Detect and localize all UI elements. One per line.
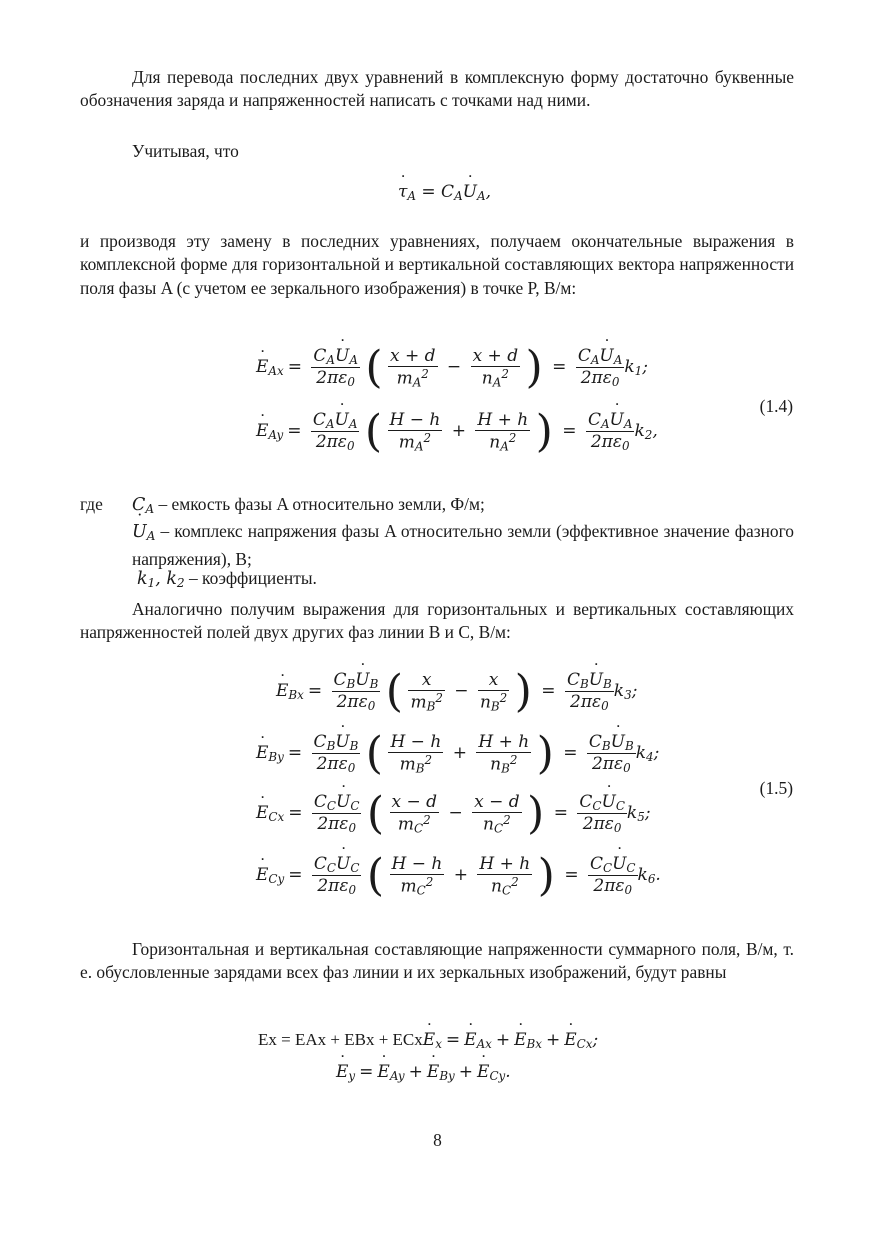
equation-Ex-sum: Ex = EAx + EBx + ECx˙ $E_x$ =˙ $E_{Ax}$ +˙ $E_{Bx}$ +˙ $E_{Cx}$; [258, 1030, 598, 1051]
page-number: 8 [433, 1130, 442, 1150]
paragraph-total-field: Горизонтальная и вертикальная составляющие напряженности суммарного поля, В/м, т. е. обусловленные зарядами всех фаз линии и их зеркальных изображений, будут равны [80, 939, 794, 983]
equation-ECx: ˙ $E_{Cx}$ = $\frac{C_C˙ U_C}{2\pi\varepsilon_0}$ ( $\frac{x - d}{m_C^2}$ − $\frac{x - d}{n_C^2}$ ) = $\frac{C_C˙ U_C}{2\pi\varepsilon_0}$ $k_5$; [256, 792, 651, 835]
paragraph-considering: Учитывая, что [132, 141, 239, 161]
definition-c-a: $C_A$ – емкость фазы A относительно земли, Ф/м; [132, 494, 485, 517]
equation-EBx: ˙ $E_{Bx}$ = $\frac{C_B˙ U_B}{2\pi\varepsilon_0}$ ( $\frac{x}{m_B^2}$ − $\frac{x}{n_B^2}$ ) = $\frac{C_B˙ U_B}{2\pi\varepsilon_0}$ $k_3$; [276, 670, 637, 713]
definition-c-a-text: – емкость фазы A относительно земли, Ф/м; [158, 494, 485, 514]
paragraph-analogous: Аналогично получим выражения для горизонтальных и вертикальных составляющих напряженностей полей двух других фаз линии B и C, В/м: [80, 599, 794, 643]
equation-Ey-sum: ˙ $E_y$ =˙ $E_{Ay}$ +˙ $E_{By}$ +˙ $E_{Cy}$. [336, 1062, 511, 1083]
definition-u-a: ˙ $U_A$ – комплекс напряжения фазы A относительно земли (эффективное значение фазного напряжения), В; [132, 520, 794, 572]
equation-number-1-5: (1.5) [759, 778, 793, 798]
definition-k-text: – коэффициенты. [188, 568, 317, 588]
equation-number-1-4: (1.4) [759, 396, 793, 416]
equation-EBy: ˙ $E_{By}$ = $\frac{C_B˙ U_B}{2\pi\varepsilon_0}$ ( $\frac{H - h}{m_B^2}$ + $\frac{H + h}{n_B^2}$ ) = $\frac{C_B˙ U_B}{2\pi\varepsilon_0}$ $k_4$; [256, 732, 659, 775]
equation-Ex-prefix: Ex = EAx + EBx + ECx [258, 1030, 423, 1049]
equation-EAx: ˙ $E_{Ax}$ = $\frac{C_A˙ U_A}{2\pi\varepsilon_0}$ ( $\frac{x + d}{m_A^2}$ − $\frac{x + d}{n_A^2}$ ) = $\frac{C_A˙ U_A}{2\pi\varepsilon_0}$ $k_1$; [256, 346, 648, 389]
definition-k: $k_1$, $k_2$ – коэффициенты. [137, 568, 317, 591]
equation-tau: ˙ $\tau_A$ = $C_A˙$ $U_A$, [398, 182, 491, 203]
equation-EAy: ˙ $E_{Ay}$ = $\frac{C_A˙ U_A}{2\pi\varepsilon_0}$ ( $\frac{H - h}{m_A^2}$ + $\frac{H + h}{n_A^2}$ ) = $\frac{C_A˙ U_A}{2\pi\varepsilon_0}$ $k_2$, [256, 410, 658, 453]
equation-ECy: ˙ $E_{Cy}$ = $\frac{C_C˙ U_C}{2\pi\varepsilon_0}$ ( $\frac{H - h}{m_C^2}$ + $\frac{H + h}{n_C^2}$ ) = $\frac{C_C˙ U_C}{2\pi\varepsilon_0}$ $k_6$. [256, 854, 661, 897]
definition-u-a-text: – комплекс напряжения фазы A относительно земли (эффективное значение фазного напряжения), В; [132, 521, 794, 570]
paragraph-intro: Для перевода последних двух уравнений в комплексную форму достаточно буквенные обозначения заряда и напряженностей написать с точками над ними. [80, 67, 794, 111]
paragraph-substitution: и производя эту замену в последних уравнениях, получаем окончательные выражения в комплексной форме для горизонтальной и вертикальной составляющих вектора напряженности поля фазы A (с учетом ее зеркального изображения) в точке P, В/м: [80, 231, 794, 298]
where-lead: где [80, 494, 103, 514]
